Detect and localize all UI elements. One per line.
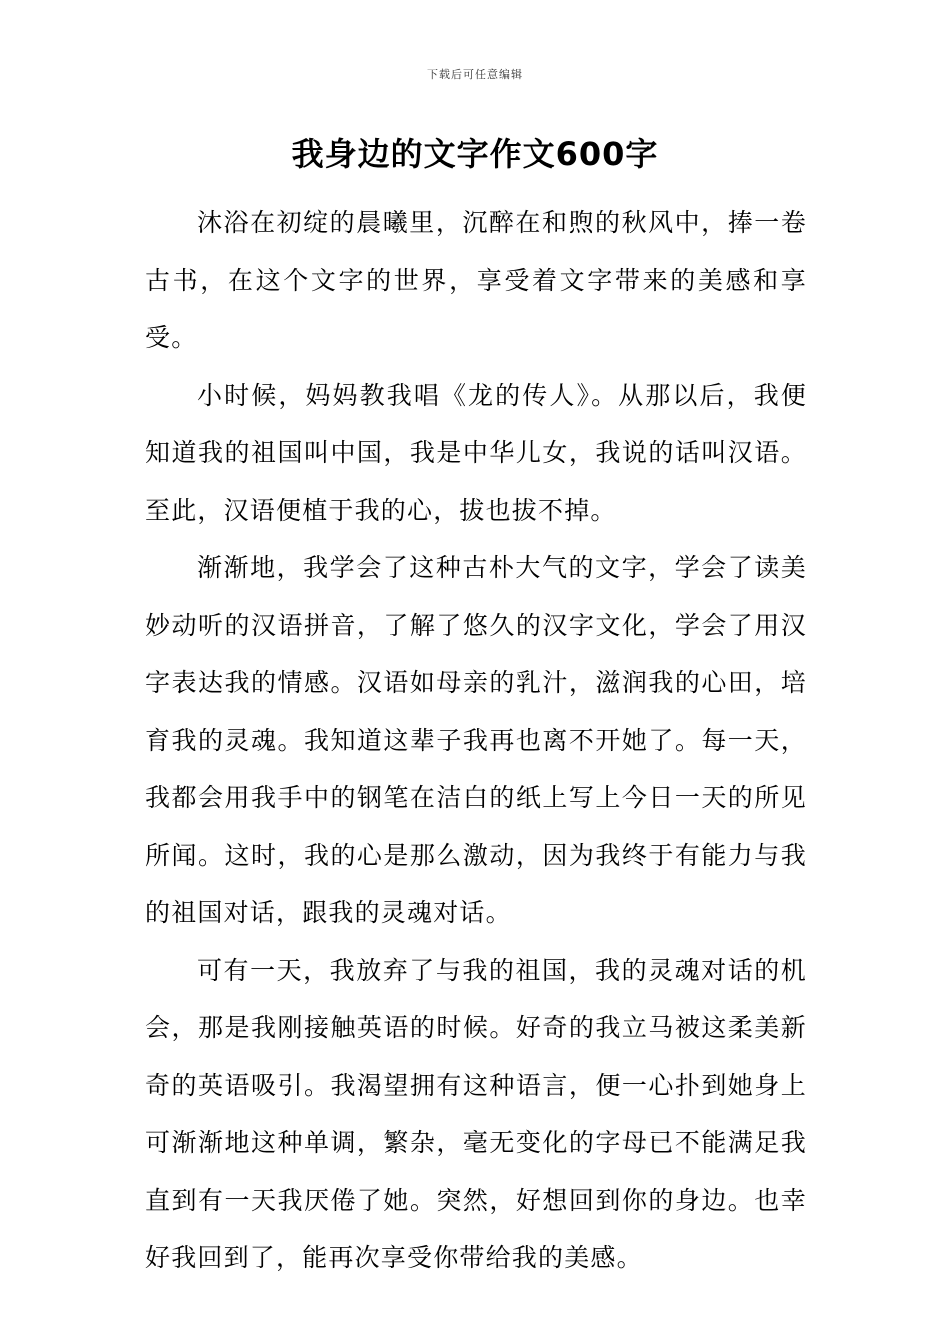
page-title: 我身边的文字作文600字: [291, 135, 659, 173]
header-note: 下载后可任意编辑: [427, 68, 523, 81]
paragraph-4: 可有一天，我放弃了与我的祖国，我的灵魂对话的机会，那是我刚接触英语的时候。好奇的我立马被这柔美新奇的英语吸引。我渴望拥有这种语言，便一心扑到她身上可渐渐地这种单调，繁杂，毫无变化的字母已不能满足我直到有一天我厌倦了她。突然，好想回到你的身边。也幸好我回到了，能再次享受你带给我的美感。: [145, 955, 807, 1272]
essay-body: [145, 194, 807, 1287]
paragraph-3: 渐渐地，我学会了这种古朴大气的文字，学会了读美妙动听的汉语拼音，了解了悠久的汉字文化，学会了用汉字表达我的情感。汉语如母亲的乳汁，滋润我的心田，培育我的灵魂。我知道这辈子我再也离不开她了。每一天，我都会用我手中的钢笔在洁白的纸上写上今日一天的所见所闻。这时，我的心是那么激动，因为我终于有能力与我的祖国对话，跟我的灵魂对话。: [145, 553, 807, 927]
paragraph-1: 沐浴在初绽的晨曦里，沉醉在和煦的秋风中，捧一卷古书，在这个文字的世界，享受着文字带来的美感和享受。: [145, 208, 807, 352]
paragraph-2: 小时候，妈妈教我唱《龙的传人》。从那以后，我便知道我的祖国叫中国，我是中华儿女，我说的话叫汉语。至此，汉语便植于我的心，拔也拔不掉。: [145, 380, 807, 525]
